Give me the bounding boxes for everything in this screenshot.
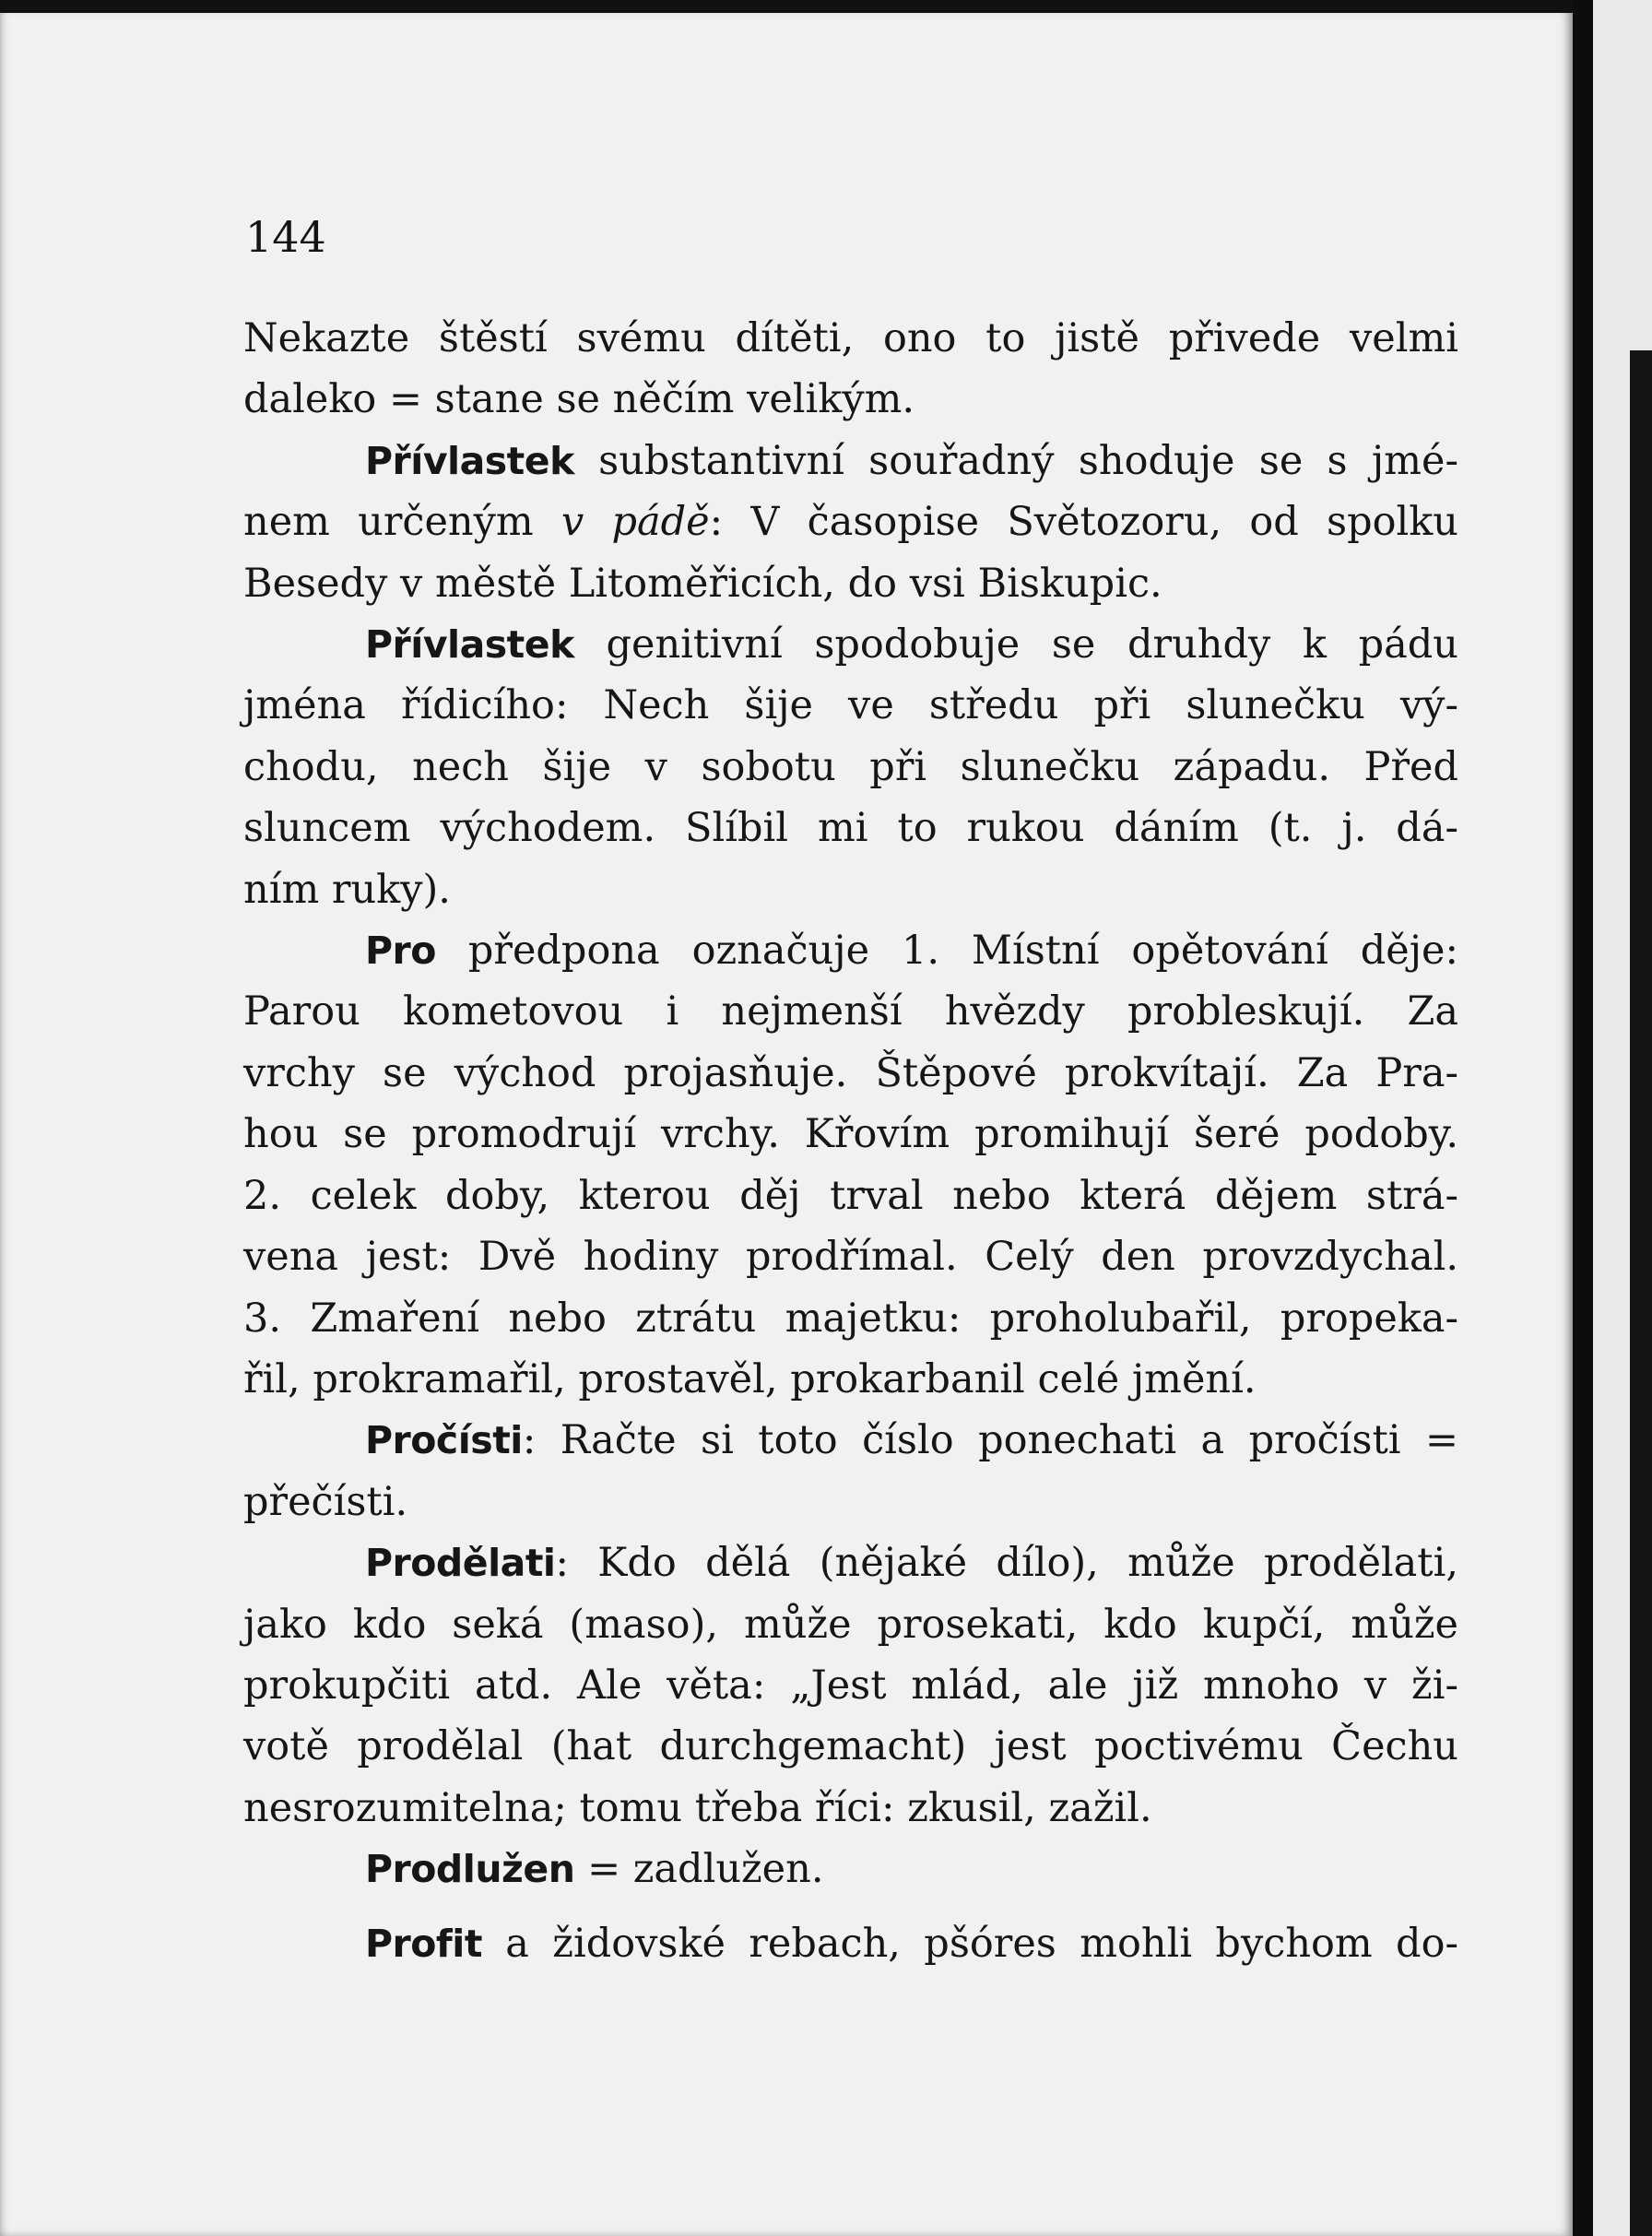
text-line: jako kdo seká (maso), může prosekati, kdo kupčí, může [243,1601,1458,1648]
text-line: vena jest: Dvě hodiny prodřímal. Celý den provzdychal. [243,1234,1458,1281]
paragraph-prodelati: Prodělati: Kdo dělá (nějaké dílo), může prodělati, [365,1540,1458,1587]
text-line: ním ruky). [243,866,451,913]
text-line: prokupčiti atd. Ale věta: „Jest mlád, ale již mnoho v ži- [243,1662,1458,1709]
text-line: vrchy se východ projasňuje. Štěpové prokvítají. Za Pra- [243,1049,1458,1096]
text-line: nem určeným v pádě: V časopise Světozoru, od spolku [243,499,1459,546]
paragraph-prodluzen: Prodlužen = zadlužen. [365,1846,824,1893]
text-line: Besedy v městě Litoměřicích, do vsi Biskupic. [243,560,1162,607]
paragraph-privlastek-1: Přívlastek substantivní souřadný shoduje se s jmé- [365,437,1458,484]
text-line: jména řídicího: Nech šije ve středu při slunečku vý- [243,682,1458,729]
text-line: přečísti. [243,1478,408,1525]
scan-top-edge [0,0,1652,13]
entry-term: Přívlastek [365,622,574,668]
text-line: Parou kometovou i nejmenší hvězdy probleskují. Za [243,988,1458,1035]
text-line: chodu, nech šije v sobotu při slunečku západu. Před [243,743,1458,790]
entry-term: Prodělati [365,1541,556,1586]
text-line: daleko = stane se něčím velikým. [243,376,915,423]
page-number: 144 [245,212,326,262]
entry-term: Prodlužen [365,1847,575,1892]
entry-term: Pro [365,929,436,974]
text-line: řil, prokramařil, prostavěl, prokarbanil celé jmění. [243,1355,1257,1402]
entry-term: Přívlastek [365,438,574,483]
text-line: 3. Zmaření nebo ztrátu majetku: proholubařil, propeka- [243,1295,1458,1342]
scan-edge-shadow [1630,350,1652,2236]
text-line: Nekazte štěstí svému dítěti, ono to jistě přivede velmi [243,315,1458,361]
text-line: hou se promodrují vrchy. Křovím promihují šeré podoby. [243,1111,1458,1158]
text-line: nesrozumitelna; tomu třeba říci: zkusil, zažil. [243,1784,1152,1831]
paragraph-profit: Profit a židovské rebach, pšóres mohli bychom do- [365,1920,1458,1967]
scan-binding-shadow [1573,0,1593,2236]
text-line: 2. celek doby, kterou děj trval nebo která dějem strá- [243,1172,1458,1219]
paragraph-privlastek-2: Přívlastek genitivní spodobuje se druhdy k pádu [365,621,1458,668]
paragraph-procisti: Pročísti: Račte si toto číslo ponechati a pročísti = [365,1417,1458,1464]
entry-term: Profit [365,1921,482,1966]
entry-term: Pročísti [365,1418,523,1463]
text-line: sluncem východem. Slíbil mi to rukou dáním (t. j. dá- [243,805,1458,852]
text-line: votě prodělal (hat durchgemacht) jest poctivému Čechu [243,1723,1458,1770]
page-text [243,308,1458,1974]
paragraph-pro: Pro předpona označuje 1. Místní opětování děje: [365,928,1458,975]
